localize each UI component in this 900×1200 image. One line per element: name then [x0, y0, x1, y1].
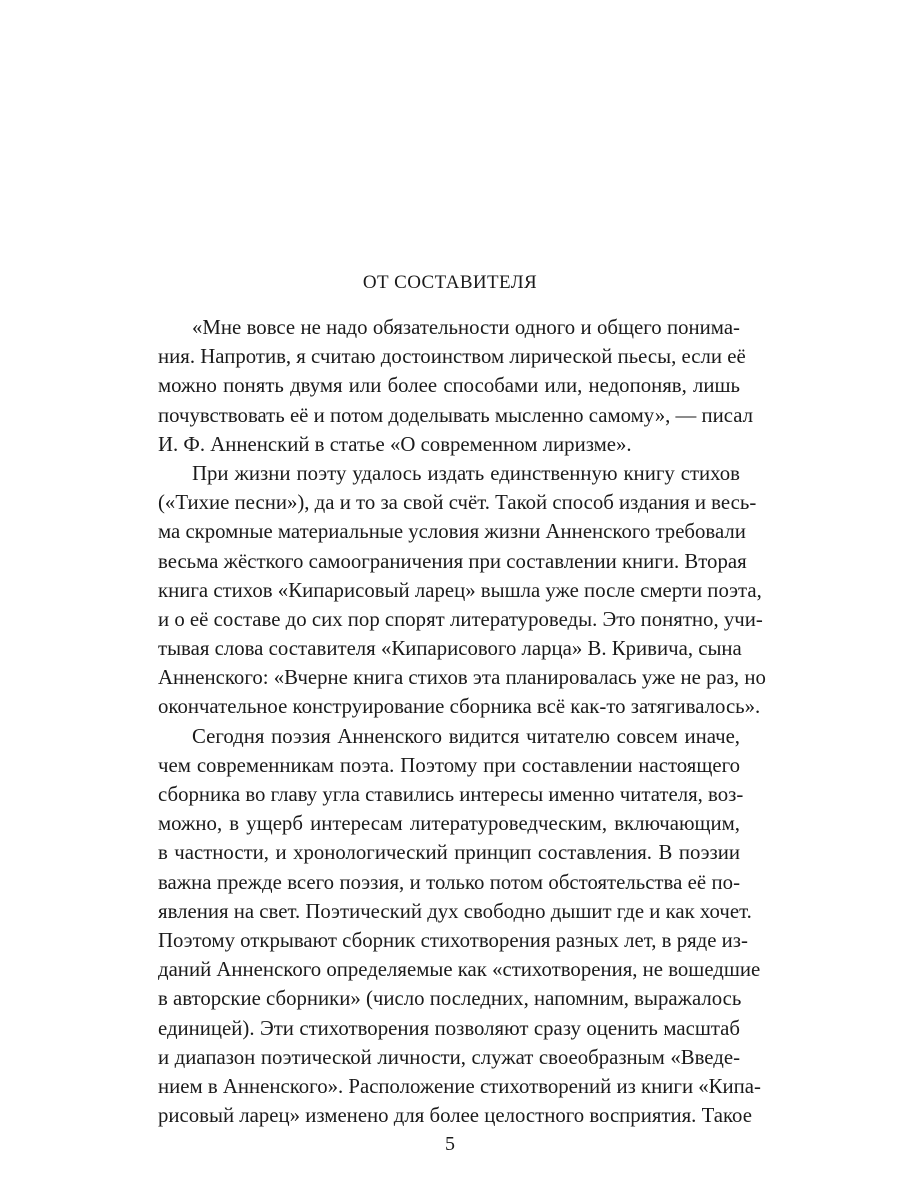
text-line: весьма жёсткого самоограничения при составлении книги. Вторая: [158, 549, 747, 573]
text-line: в частности, и хронологический принцип составления. В поэзии: [158, 841, 740, 865]
text-line: чем современникам поэта. Поэтому при составлении настоящего: [158, 753, 740, 777]
page-title: ОТ СОСТАВИТЕЛЯ: [362, 272, 538, 293]
text-line: Поэтому открывают сборник стихотворения разных лет, в ряде из-: [158, 928, 748, 952]
page-number: 5: [445, 1133, 455, 1155]
text-line: книга стихов «Кипарисовый ларец» вышла уже после смерти поэта,: [158, 578, 762, 602]
text-line: Сегодня поэзия Анненского видится читателю совсем иначе,: [192, 724, 740, 748]
text-line: и о её составе до сих пор спорят литературоведы. Это понятно, учи-: [158, 607, 763, 631]
text-line: сборника во главу угла ставились интересы именно читателя, воз-: [158, 783, 744, 806]
text-line: явления на свет. Поэтический дух свободно дышит где и как хочет.: [158, 899, 752, 923]
text-line: важна прежде всего поэзия, и только потом обстоятельства её по-: [158, 870, 740, 894]
text-line: единицей). Эти стихотворения позволяют сразу оценить масштаб: [158, 1016, 740, 1040]
text-line: почувствовать её и потом доделывать мысленно самому», — писал: [158, 403, 754, 427]
text-line: в авторские сборники» (число последних, напомним, выражалось: [158, 987, 742, 1011]
text-line: При жизни поэту удалось издать единственную книгу стихов: [192, 461, 740, 485]
text-line: можно понять двумя или более способами или, недопоняв, лишь: [158, 374, 740, 398]
text-line: рисовый ларец» изменено для более целостного восприятия. Такое: [158, 1104, 752, 1128]
text-line: тывая слова составителя «Кипарисового ларца» В. Кривича, сына: [158, 637, 742, 661]
text-line: Анненского: «Вчерне книга стихов эта планировалась уже не раз, но: [158, 666, 766, 690]
text-line: можно, в ущерб интересам литературоведческим, включающим,: [158, 812, 740, 836]
body-text: [158, 313, 766, 1130]
text-line: даний Анненского определяемые как «стихотворения, не вошедшие: [158, 958, 761, 982]
text-line: окончательное конструирование сборника всё как-то затягивалось».: [158, 695, 761, 719]
text-line: ма скромные материальные условия жизни Анненского требовали: [158, 520, 746, 544]
text-line: нием в Анненского». Расположение стихотворений из книги «Кипа-: [158, 1074, 761, 1098]
text-line: («Тихие песни»), да и то за свой счёт. Такой способ издания и весь-: [158, 491, 757, 515]
text-line: «Мне вовсе не надо обязательности одного и общего понима-: [192, 316, 740, 339]
text-line: и диапазон поэтической личности, служат своеобразным «Введе-: [158, 1045, 740, 1069]
text-line: И. Ф. Анненский в статье «О современном лиризме».: [158, 432, 632, 456]
text-line: ния. Напротив, я считаю достоинством лирической пьесы, если её: [158, 345, 746, 369]
